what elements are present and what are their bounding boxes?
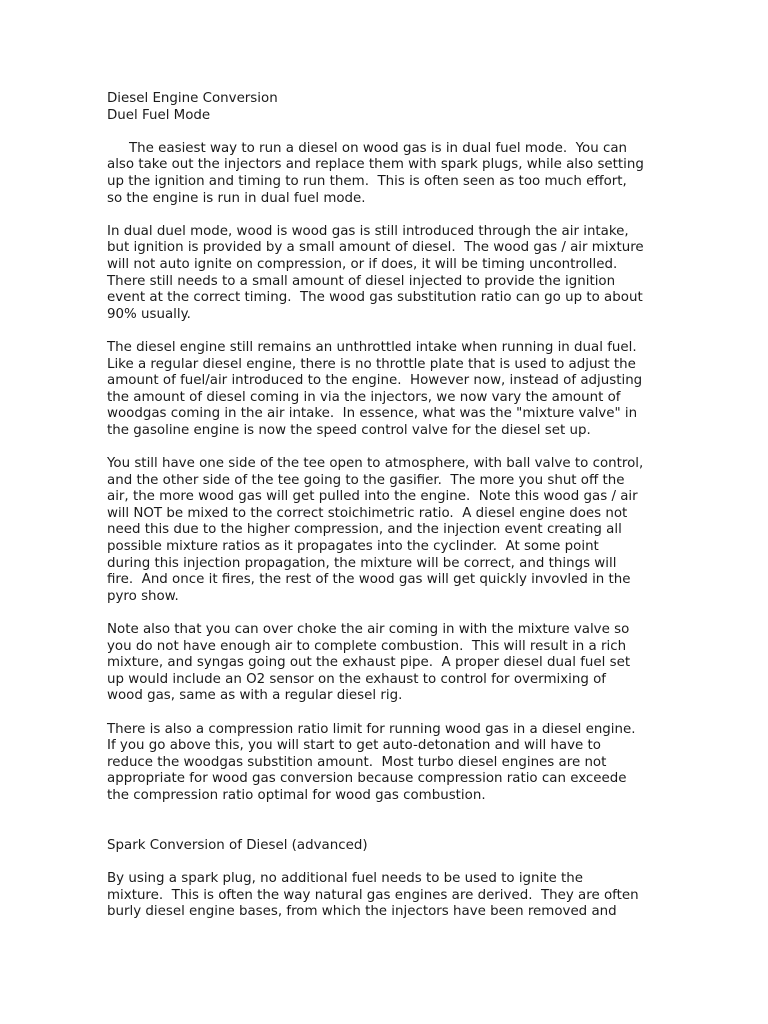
paragraph-line: the gasoline engine is now the speed control valve for the diesel set up.: [107, 422, 591, 438]
paragraph-line: and the other side of the tee going to the gasifier. The more you shut off the: [107, 472, 625, 488]
paragraph-line: By using a spark plug, no additional fuel needs to be used to ignite the: [107, 870, 583, 886]
paragraph-line: mixture. This is often the way natural gas engines are derived. They are often: [107, 887, 639, 903]
section-heading: Spark Conversion of Diesel (advanced): [107, 837, 368, 853]
paragraph-line: woodgas coming in the air intake. In essence, what was the "mixture valve" in: [107, 406, 638, 422]
paragraph-line: up would include an O2 sensor on the exhaust to control for overmixing of: [107, 671, 607, 687]
spacer: [107, 805, 667, 838]
paragraph-4: [107, 456, 667, 605]
paragraph-line: If you go above this, you will start to get auto-detonation and will have to: [107, 738, 601, 754]
paragraph-line: also take out the injectors and replace them with spark plugs, while also setting: [107, 157, 644, 173]
paragraph-line: you do not have enough air to complete combustion. This will result in a rich: [107, 638, 627, 654]
paragraph-line: air, the more wood gas will get pulled into the engine. Note this wood gas / air: [107, 489, 638, 505]
spacer: [107, 124, 667, 141]
paragraph-line: will not auto ignite on compression, or if does, it will be timing uncontrolled.: [107, 256, 618, 272]
spacer: [107, 207, 667, 224]
document-title: Diesel Engine Conversion: [107, 91, 278, 106]
paragraph-3: [107, 340, 667, 440]
spacer: [107, 605, 667, 622]
spacer: [107, 439, 667, 456]
paragraph-line: up the ignition and timing to run them. This is often seen as too much effort,: [107, 173, 627, 189]
paragraph-line: during this injection propagation, the mixture will be correct, and things will: [107, 555, 617, 571]
paragraph-line: but ignition is provided by a small amount of diesel. The wood gas / air mixture: [107, 240, 644, 256]
paragraph-line: fire. And once it fires, the rest of the wood gas will get quickly invovled in the: [107, 572, 631, 588]
paragraph-line: There still needs to a small amount of diesel injected to provide the ignition: [107, 273, 616, 289]
paragraph-line: possible mixture ratios as it propagates into the cyclinder. At some point: [107, 539, 599, 555]
paragraph-line: the compression ratio optimal for wood gas combustion.: [107, 787, 486, 803]
paragraph-line: The diesel engine still remains an unthrottled intake when running in dual fuel.: [107, 339, 637, 355]
paragraph-line: You still have one side of the tee open to atmosphere, with ball valve to control,: [107, 456, 644, 472]
spacer: [107, 854, 667, 871]
paragraph-line: 90% usually.: [107, 306, 191, 322]
paragraph-line: need this due to the higher compression, and the injection event creating all: [107, 522, 622, 538]
paragraph-1: [107, 141, 667, 207]
paragraph-7: [107, 871, 667, 921]
paragraph-line: burly diesel engine bases, from which the injectors have been removed and: [107, 904, 617, 920]
paragraph-line: In dual duel mode, wood is wood gas is still introduced through the air intake,: [107, 223, 629, 239]
paragraph-line: Like a regular diesel engine, there is no throttle plate that is used to adjust the: [107, 356, 636, 372]
paragraph-line: the amount of diesel coming in via the injectors, we now vary the amount of: [107, 389, 621, 405]
paragraph-line: so the engine is run in dual fuel mode.: [107, 190, 366, 206]
document-body: [107, 91, 667, 921]
paragraph-line: reduce the woodgas substition amount. Most turbo diesel engines are not: [107, 754, 607, 770]
paragraph-line: Note also that you can over choke the air coming in with the mixture valve so: [107, 622, 630, 637]
paragraph-6: [107, 722, 667, 805]
document-subtitle: Duel Fuel Mode: [107, 107, 211, 123]
paragraph-line: appropriate for wood gas conversion because compression ratio can exceede: [107, 771, 627, 787]
paragraph-line: mixture, and syngas going out the exhaust pipe. A proper diesel dual fuel set: [107, 655, 631, 671]
paragraph-line: wood gas, same as with a regular diesel rig.: [107, 688, 403, 704]
paragraph-5: [107, 622, 667, 705]
spacer: [107, 323, 667, 340]
paragraph-line: will NOT be mixed to the correct stoichimetric ratio. A diesel engine does not: [107, 505, 628, 521]
paragraph-line: pyro show.: [107, 588, 179, 604]
paragraph-line: There is also a compression ratio limit for running wood gas in a diesel engine.: [107, 721, 636, 737]
paragraph-line: event at the correct timing. The wood gas substitution ratio can go up to about: [107, 290, 643, 306]
paragraph-line: amount of fuel/air introduced to the engine. However now, instead of adjusting: [107, 373, 643, 389]
spacer: [107, 705, 667, 722]
paragraph-line: The easiest way to run a diesel on wood gas is in dual fuel mode. You can: [129, 140, 628, 156]
paragraph-2: [107, 224, 667, 324]
